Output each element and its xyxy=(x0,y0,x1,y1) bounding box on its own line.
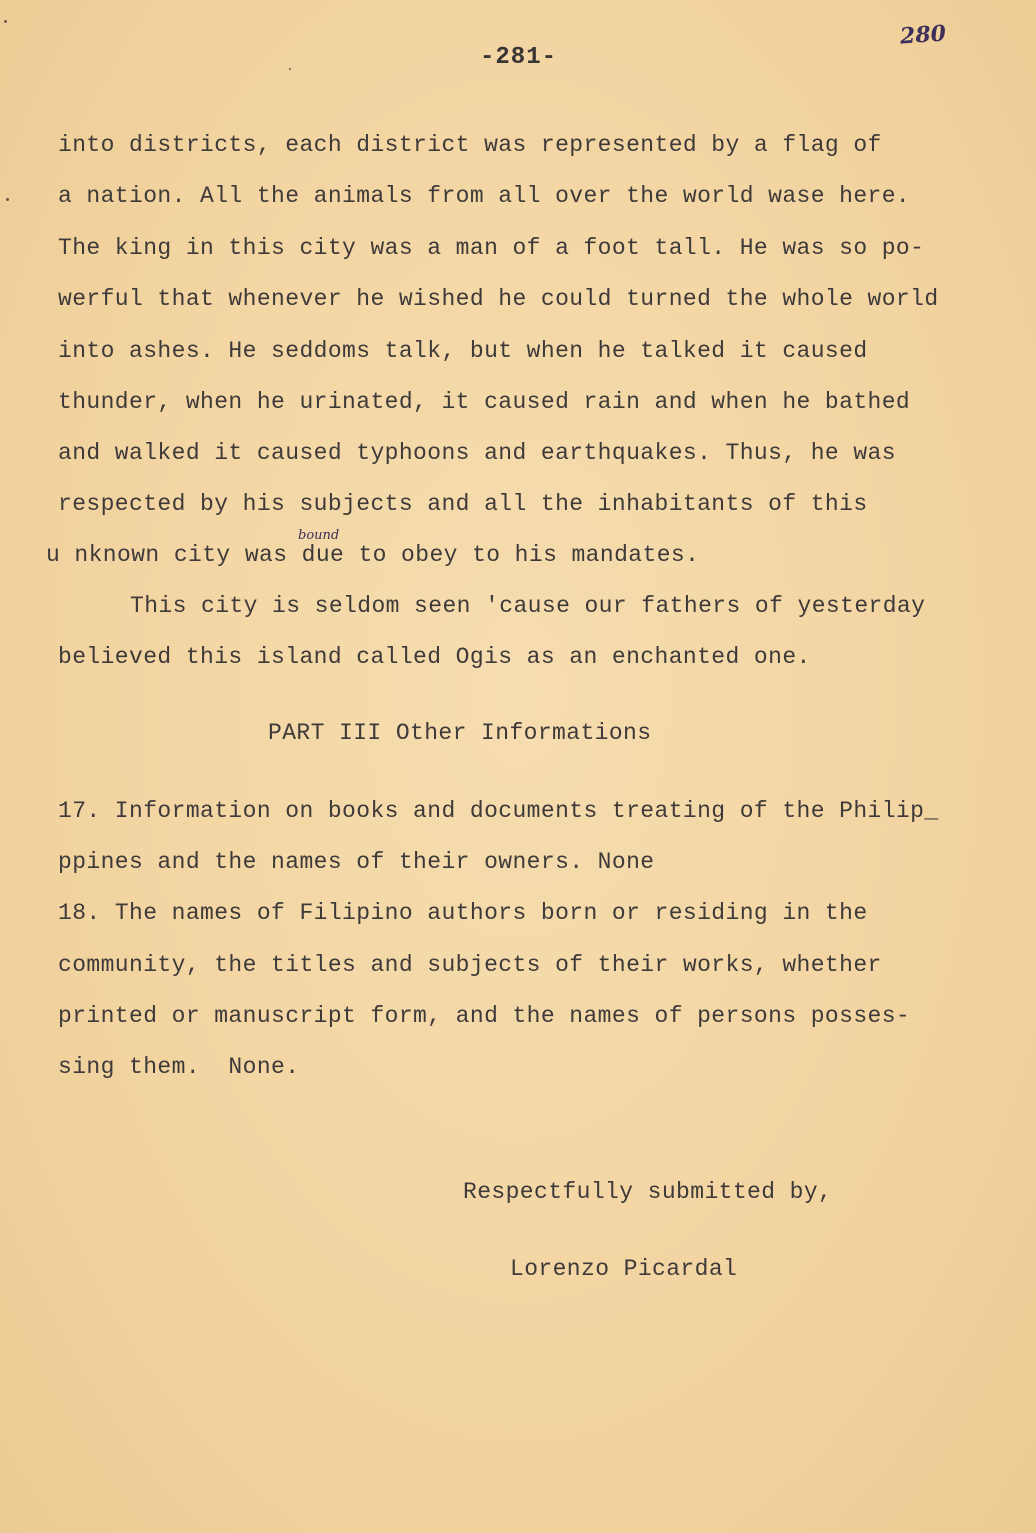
handwritten-correction: bound xyxy=(298,528,340,543)
body-line: werful that whenever he wished he could turned the whole world xyxy=(58,286,939,312)
body-line: believed this island called Ogis as an enchanted one. xyxy=(58,644,811,670)
body-line: community, the titles and subjects of their works, whether xyxy=(58,952,882,978)
body-line: This city is seldom seen 'cause our fathers of yesterday xyxy=(130,593,926,619)
paper-speck xyxy=(289,68,291,70)
body-line: thunder, when he urinated, it caused rain and when he bathed xyxy=(58,389,911,415)
body-line: 18. The names of Filipino authors born or residing in the xyxy=(58,900,868,926)
body-line: into ashes. He seddoms talk, but when he talked it caused xyxy=(58,338,868,364)
section-heading: PART III Other Informations xyxy=(268,720,652,746)
body-line: a nation. All the animals from all over the world wase here. xyxy=(58,183,911,209)
body-line: sing them. None. xyxy=(58,1054,300,1080)
body-line: respected by his subjects and all the inhabitants of this xyxy=(58,491,868,517)
body-line: u nknown city was due to obey to his mandates. xyxy=(46,542,700,568)
body-line: into districts, each district was represented by a flag of xyxy=(58,132,882,158)
body-line: ppines and the names of their owners. None xyxy=(58,849,655,875)
signer-name: Lorenzo Picardal xyxy=(510,1256,738,1282)
handwritten-page-number: 280 xyxy=(899,20,947,50)
body-line: 17. Information on books and documents treating of the Philip_ xyxy=(58,798,939,824)
body-line: The king in this city was a man of a foot tall. He was so po- xyxy=(58,235,925,261)
closing-salutation: Respectfully submitted by, xyxy=(463,1179,833,1205)
paper-speck xyxy=(4,20,7,23)
body-line: printed or manuscript form, and the names of persons posses- xyxy=(58,1003,911,1029)
body-line: and walked it caused typhoons and earthquakes. Thus, he was xyxy=(58,440,896,466)
page-number: -281- xyxy=(480,44,558,71)
paper-speck xyxy=(6,198,9,201)
